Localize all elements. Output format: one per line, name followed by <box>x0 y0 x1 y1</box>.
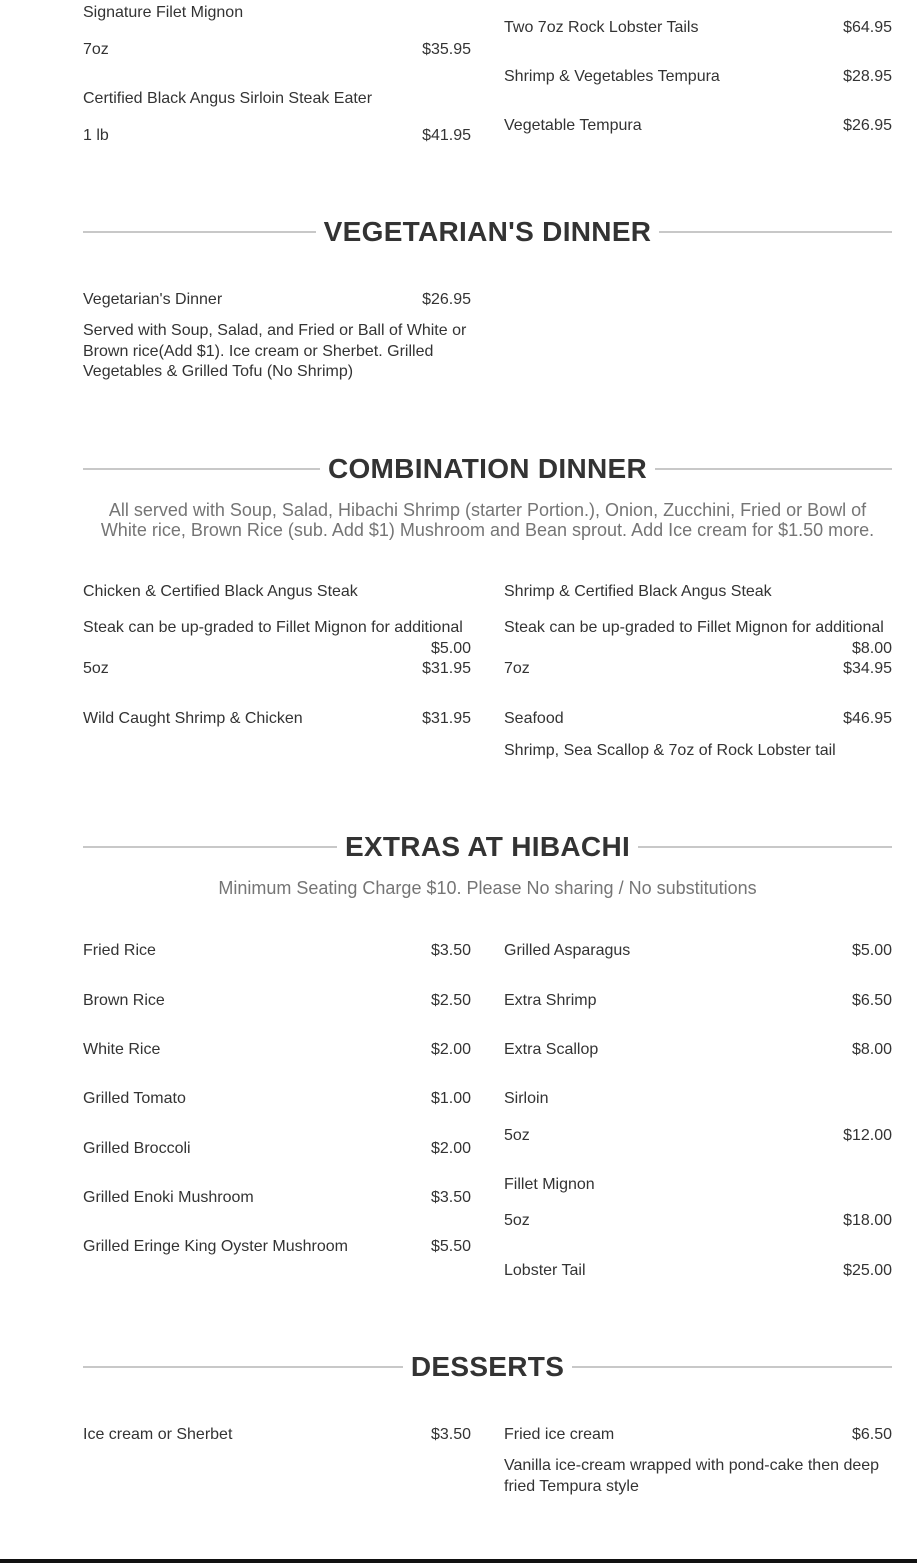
item-name: Vegetable Tempura <box>504 117 642 134</box>
item-price: $26.95 <box>843 117 892 134</box>
section-title-desserts <box>83 1350 892 1384</box>
item-name: White Rice <box>83 1041 161 1058</box>
item-price: $6.50 <box>851 1426 892 1443</box>
item-name: Grilled Asparagus <box>504 942 631 959</box>
item-name: Grilled Tomato <box>83 1090 186 1107</box>
section-heading: DESSERTS <box>410 1351 565 1382</box>
item-name: Fillet Mignon <box>504 1176 595 1193</box>
section-heading: VEGETARIAN'S DINNER <box>323 216 652 247</box>
item-name: Shrimp & Certified Black Angus Steak <box>504 583 772 600</box>
item-name: Certified Black Angus Sirloin Steak Eater <box>83 90 373 107</box>
item-name: Wild Caught Shrimp & Chicken <box>83 710 303 727</box>
divider-line <box>83 846 337 848</box>
item-price: $31.95 <box>422 710 471 727</box>
item-price: $2.50 <box>430 992 471 1009</box>
divider-line <box>655 468 892 470</box>
item-name: Grilled Broccoli <box>83 1140 191 1157</box>
item-price: $28.95 <box>843 68 892 85</box>
item-name: Extra Shrimp <box>504 992 597 1009</box>
item-price: $2.00 <box>430 1041 471 1058</box>
item-description: Served with Soup, Salad, and Fried or Ball of White or Brown rice(Add $1). Ice cream or Sherbet. Grilled Vegetables & Grilled Tofu (No Shrimp) <box>83 322 467 380</box>
item-name: Fried Rice <box>83 942 156 959</box>
section-title-combination <box>83 452 892 486</box>
item-price: $3.50 <box>430 942 471 959</box>
item-price: $46.95 <box>843 710 892 727</box>
item-price: $31.95 <box>422 660 471 677</box>
item-price: $34.95 <box>843 660 892 677</box>
item-name: Two 7oz Rock Lobster Tails <box>504 19 699 36</box>
section-heading: COMBINATION DINNER <box>327 453 648 484</box>
item-name: Seafood <box>504 710 564 727</box>
item-price: $3.50 <box>430 1189 471 1206</box>
item-price: $1.00 <box>430 1090 471 1107</box>
section-note: Minimum Seating Charge $10. Please No sharing / No substitutions <box>218 878 757 898</box>
item-name: Fried ice cream <box>504 1426 615 1443</box>
divider-line <box>572 1366 892 1368</box>
footer-bar <box>0 1559 917 1563</box>
item-description: Shrimp, Sea Scallop & 7oz of Rock Lobster tail <box>504 742 836 759</box>
item-price: $35.95 <box>422 41 471 58</box>
item-price: $12.00 <box>843 1127 892 1144</box>
divider-line <box>83 1366 403 1368</box>
item-name: Grilled Enoki Mushroom <box>83 1189 254 1206</box>
item-price: $25.00 <box>843 1262 892 1279</box>
divider-line <box>659 231 892 233</box>
item-name: Brown Rice <box>83 992 165 1009</box>
item-size: 7oz <box>83 41 109 58</box>
item-note: Steak can be up-graded to Fillet Mignon for additional <box>83 619 463 636</box>
item-name: Extra Scallop <box>504 1041 599 1058</box>
item-size: 1 lb <box>83 127 109 144</box>
item-name: Ice cream or Sherbet <box>83 1426 233 1443</box>
section-title-vegetarian <box>83 215 892 249</box>
section-note: All served with Soup, Salad, Hibachi Shrimp (starter Portion.), Onion, Zucchini, Fried or Bowl of White rice, Brown Rice (sub. Add $1) Mushroom and Bean sprout. Add Ice cream for $1.50 more. <box>100 500 875 540</box>
item-price: $6.50 <box>851 992 892 1009</box>
item-price: $8.00 <box>851 1041 892 1058</box>
item-name: Shrimp & Vegetables Tempura <box>504 68 720 85</box>
item-price: $64.95 <box>843 19 892 36</box>
item-description: Vanilla ice-cream wrapped with pond-cake then deep fried Tempura style <box>504 1457 880 1495</box>
divider-line <box>83 468 320 470</box>
item-upgrade-price: $8.00 <box>851 640 892 657</box>
section-title-extras <box>83 830 892 864</box>
item-note: Steak can be up-graded to Fillet Mignon for additional <box>504 619 884 636</box>
item-name: Signature Filet Mignon <box>83 4 244 21</box>
item-upgrade-price: $5.00 <box>430 640 471 657</box>
item-name: Vegetarian's Dinner <box>83 291 223 308</box>
item-price: $5.00 <box>851 942 892 959</box>
item-name: Grilled Eringe King Oyster Mushroom <box>83 1238 348 1255</box>
item-price: $5.50 <box>430 1238 471 1255</box>
item-size: 5oz <box>83 660 109 677</box>
section-heading: EXTRAS AT HIBACHI <box>344 831 631 862</box>
item-name: Lobster Tail <box>504 1262 586 1279</box>
item-size: 5oz <box>504 1212 530 1229</box>
item-price: $26.95 <box>422 291 471 308</box>
item-price: $41.95 <box>422 127 471 144</box>
item-name: Sirloin <box>504 1090 549 1107</box>
item-price: $2.00 <box>430 1140 471 1157</box>
divider-line <box>83 231 316 233</box>
item-size: 5oz <box>504 1127 530 1144</box>
item-size: 7oz <box>504 660 530 677</box>
item-price: $18.00 <box>843 1212 892 1229</box>
item-price: $3.50 <box>430 1426 471 1443</box>
item-name: Chicken & Certified Black Angus Steak <box>83 583 358 600</box>
divider-line <box>638 846 892 848</box>
